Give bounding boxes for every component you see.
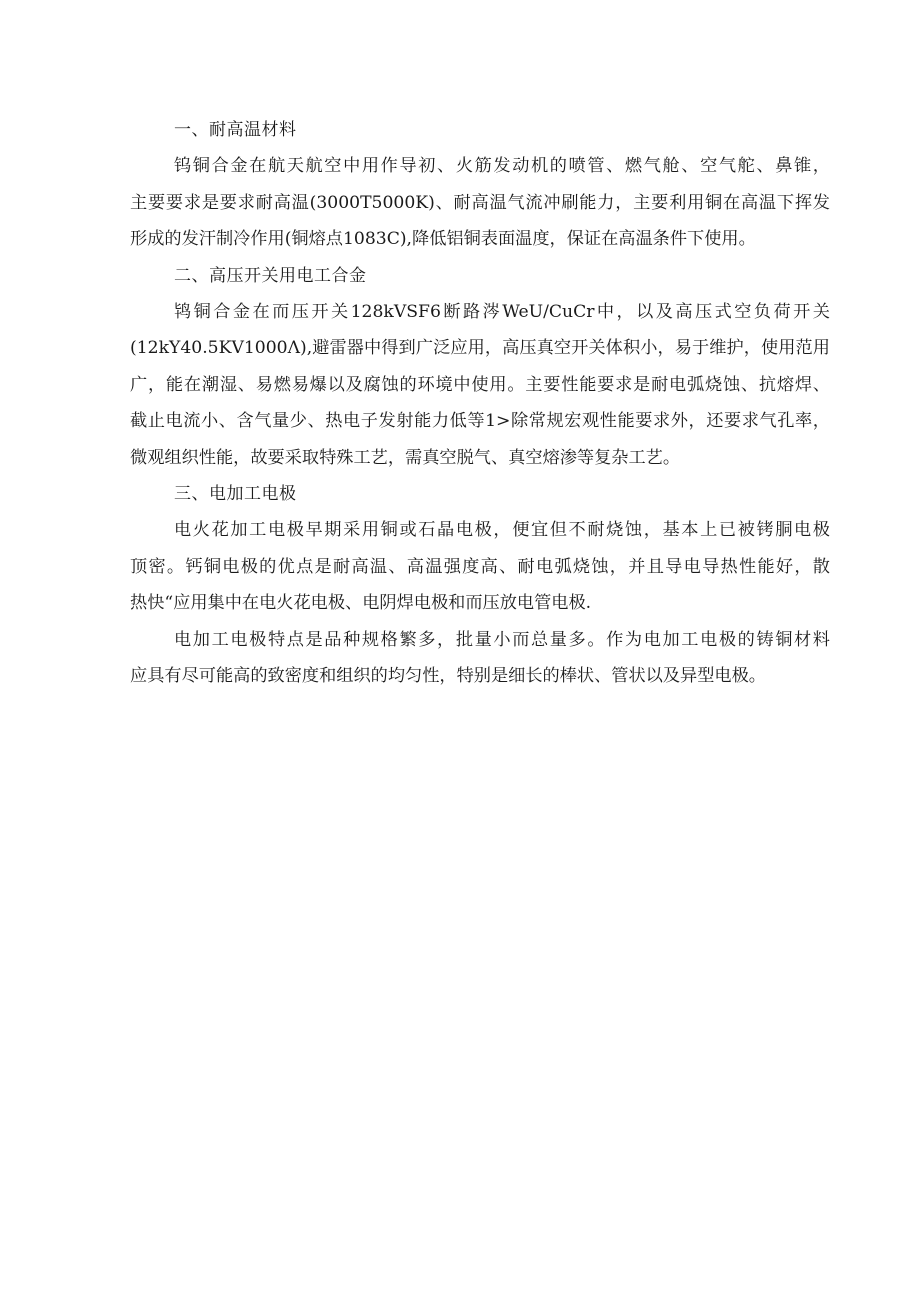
section-heading-3: 三、电加工电极 (174, 484, 297, 504)
text-line: 截止电流小、含气量少、热电子发射能力低等1>除常规宏观性能要求外，还要求气孔率， (130, 411, 830, 431)
text-line: 顶密。钙铜电极的优点是耐高温、高温强度高、耐电弧烧蚀，并且导电导热性能好，散 (130, 556, 830, 577)
text-line: 应具有尽可能高的致密度和组织的均匀性，特别是细长的棒状、管状以及异型电极。 (130, 666, 766, 686)
text-line: 电火花加工电极早期采用铜或石晶电极，便宜但不耐烧蚀，基本上已被铐胴电极 (174, 520, 830, 540)
text-line: 热快“应用集中在电火花电极、电阴焊电极和而压放电管电极. (130, 593, 592, 613)
paragraph-3-1 (130, 512, 830, 622)
text-line: 鸨铜合金在而压开关128kVSF6断路涔WeU/CuCr中，以及高压式空负荷开关 (174, 301, 830, 322)
section-heading-1: 一、耐高温材料 (174, 120, 297, 140)
text-line: 电加工电极特点是品种规格繁多，批量小而总量多。作为电加工电极的铸铜材料 (174, 629, 830, 650)
paragraph-2-1 (130, 294, 830, 477)
text-line: 主要要求是要求耐高温(3000T5000K)、耐高温气流冲刷能力，主要利用铜在高温下挥发 (130, 192, 830, 213)
text-line: 形成的发汗制冷作用(铜熔点1083C),降低铝铜表面温度，保证在高温条件下使用。 (130, 229, 756, 249)
document-body (130, 112, 830, 695)
paragraph-1-1 (130, 148, 830, 258)
text-line: 广，能在潮湿、易燃易爆以及腐蚀的环境中使用。主要性能要求是耐电弧烧蚀、抗熔焊、 (130, 374, 830, 395)
text-line: 钨铜合金在航天航空中用作导初、火筋发动机的喷管、燃气舱、空气舵、鼻锥， (174, 156, 830, 176)
paragraph-3-2 (130, 622, 830, 695)
text-line: 微观组织性能，故要采取特殊工艺，需真空脱气、真空熔渗等复杂工艺。 (130, 447, 681, 468)
text-line: (12kY40.5KV1000Λ),避雷器中得到广泛应用，高压真空开关体积小，易于维护，使用范用 (130, 338, 830, 358)
section-heading-2: 二、高压开关用电工合金 (174, 265, 367, 286)
